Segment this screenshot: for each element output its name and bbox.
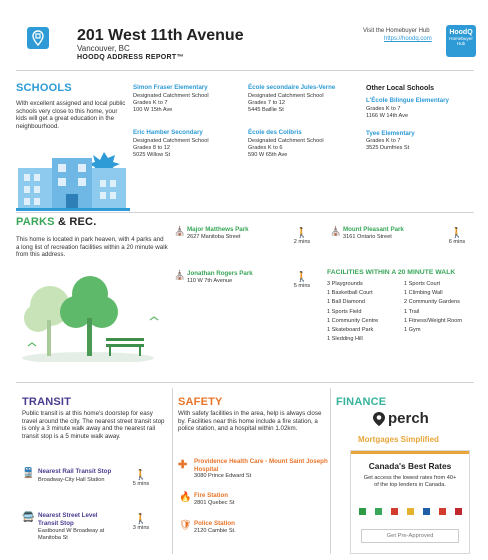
rates-text: Get access the lowest rates from 40+ of the top lenders in Canada. [363,475,457,489]
transit-title: Nearest Rail Transit Stop [38,468,112,475]
facility-item: 1 Climbing Wall [404,290,443,297]
school-name: Simon Fraser Elementary [133,84,208,91]
walk-time-label: 2 mins [293,239,311,245]
walk-time [126,514,156,532]
school-address: 100 W 15th Ave [133,106,173,113]
school-address: 1166 W 14th Ave [366,112,409,119]
facility-item: 1 Trail [404,308,420,315]
lender-logo-icon [439,508,446,515]
lender-logo-icon [375,508,382,515]
facility-item: 1 Gym [404,327,421,334]
safety-title: Police Station [194,520,235,527]
walking-person-icon: 🚶 [295,272,309,283]
other-schools-heading: Other Local Schools [366,85,435,92]
fire-icon: 🔥 [179,492,192,503]
parks-heading-b: & REC. [57,216,97,228]
facility-item: 1 Sports Court [404,281,441,287]
safety-address: 2120 Cambie St. [194,527,236,534]
school-address: 3525 Dumfries St [366,145,410,152]
facility-item: 1 Sledding Hill [327,336,363,343]
school-type: Designated Catchment School [248,92,324,99]
lender-logo-icon [391,508,398,515]
walking-person-icon: 🚶 [134,470,148,481]
perch-logo[interactable] [372,410,452,428]
park-illustration [20,270,170,362]
safety-heading: SAFETY [178,396,223,408]
park-name: Jonathan Rogers Park [187,270,253,277]
parks-intro: This home is located in park heaven, with 4 parks and a long list of recreation facilities within a 20 minute walk from this address. [16,236,168,259]
divider [172,388,173,554]
safety-address: 2801 Quebec St [194,499,235,506]
park-address: 2627 Manitoba Street [187,233,241,240]
divider [16,212,474,213]
park-bench-icon: ⛪ [174,270,186,280]
facilities-right [404,280,484,335]
park-address: 110 W 7th Avenue [187,277,233,284]
school-card[interactable] [248,129,360,159]
school-name: Eric Hamber Secondary [133,129,203,136]
safety-title: Providence Health Care - Mount Saint Joseph Hospital [194,458,328,473]
facility-item: 1 Ball Diamond [327,299,365,306]
school-address: 5025 Willow St [133,151,170,158]
facilities-left [327,280,402,344]
walk-time-label: 3 mins [132,525,150,531]
hoodq-badge[interactable] [446,25,476,57]
facility-item: 1 Fitness/Weight Room [404,317,463,324]
facility-item: 1 Sports Field [327,308,362,315]
facility-item: 1 Skateboard Park [327,327,374,334]
parks-heading-a: PARKS [16,216,55,228]
other-schools [366,84,478,152]
divider [330,388,331,554]
school-grades: Grades K to 7 [366,105,401,112]
school-grades: Grades 8 to 12 [133,144,171,151]
location-pin-icon [27,27,49,49]
facility-item: 1 Community Centre [327,317,379,324]
park-bench-icon: ⛪ [330,226,342,236]
school-type: Designated Catchment School [133,137,209,144]
transit-detail: Broadway-City Hall Station [38,476,105,483]
page-title: 201 West 11th Avenue [77,27,244,44]
safety-title: Fire Station [194,492,229,499]
finance-heading: FINANCE [336,396,387,408]
safety-card[interactable] [178,458,328,480]
walk-time [442,228,472,246]
safety-card[interactable] [178,520,328,535]
visit-label: Visit the Homebuyer Hub [363,28,430,34]
school-card[interactable] [366,130,478,153]
card-accent [351,451,469,454]
school-card[interactable] [133,129,243,159]
rates-card [350,450,470,554]
badge-name: HoodQ [449,29,473,36]
school-address: 590 W 65th Ave [248,151,288,158]
transit-card[interactable] [22,468,168,487]
lender-logo-icon [455,508,462,515]
lender-logo-icon [407,508,414,515]
facilities-heading: FACILITIES WITHIN A 20 MINUTE WALK [327,269,456,276]
lender-logo-icon [359,508,366,515]
walking-person-icon: 🚶 [295,228,309,239]
lender-logos [359,507,463,517]
facility-item: 3 Playgrounds [327,281,363,287]
train-icon: 🚆 [22,468,35,479]
bus-icon: 🚍 [22,512,35,523]
school-grades: Grades K to 7 [133,99,168,106]
divider [16,70,474,71]
park-card[interactable] [174,226,292,241]
city-label: Vancouver, BC [77,44,130,53]
school-grades: Grades K to 7 [366,138,401,145]
facility-item: 2 Community Gardens [404,299,460,306]
rates-title: Canada's Best Rates [368,461,452,471]
transit-card[interactable] [22,512,168,542]
perch-brand: perch [388,410,429,427]
transit-title: Nearest Street Level Transit Stop [38,512,98,527]
schools-intro: With excellent assigned and local public schools very close to this home, your kids will get a great education in the neighbourhood. [16,100,126,130]
school-card[interactable] [366,97,478,120]
facility-item: 1 Basketball Court [327,290,373,297]
parks-heading [16,216,96,228]
park-address: 3161 Ontario Street [343,233,392,240]
school-building-illustration [16,150,134,212]
walking-person-icon: 🚶 [134,514,148,525]
safety-address: 3080 Prince Edward St [194,473,252,480]
schools-heading: SCHOOLS [16,82,72,94]
walk-time-label: 5 mins [293,283,311,289]
badge-sub: Homebuyer Hub [449,36,473,47]
school-name: L'École Bilingue Elementary [366,97,449,104]
police-badge-icon: 🛡 [179,520,192,531]
get-pre-approved-button[interactable]: Get Pre-Approved [361,529,459,543]
divider [16,382,474,383]
school-name: École des Colibris [248,129,302,136]
walk-time [126,470,156,488]
walk-time-label: 6 mins [448,239,466,245]
transit-intro: Public transit is at this home's doorstep for easy travel around the city. The nearest street transit stop is only a 3 minute walk away and the nearest rail transit stop is a 5 minute walk away. [22,410,165,440]
transit-heading: TRANSIT [22,396,72,408]
school-name: Tyee Elementary [366,129,415,137]
transit-detail: Eastbound W Broadway at Manitoba St [38,528,105,542]
school-address: 5445 Baillie St [248,106,284,113]
walking-person-icon: 🚶 [450,228,464,239]
school-name: École secondaire Jules-Verne [248,84,336,91]
school-card[interactable] [248,84,360,114]
school-card[interactable] [133,84,243,114]
school-grades: Grades 7 to 12 [248,99,286,106]
school-grades: Grades K to 6 [248,144,283,151]
safety-intro: With safety facilities in the area, help is always close by. Facilities near this home include a fire station, a police station, and a hospital within 1.02km. [178,410,322,433]
perch-pin-icon [372,411,386,427]
finance-tagline: Mortgages Simplified [358,435,439,444]
report-label: HOODQ ADDRESS REPORT™ [77,54,184,61]
walk-time-label: 5 mins [132,481,150,487]
park-name: Mount Pleasant Park [343,226,404,233]
park-card[interactable] [174,270,292,285]
visit-link[interactable]: https://hoodq.com [384,36,432,42]
school-type: Designated Catchment School [248,137,324,144]
lender-logo-icon [423,508,430,515]
park-name: Major Matthews Park [187,226,249,233]
hospital-icon: ✚ [178,459,188,471]
park-bench-icon: ⛪ [174,226,186,236]
park-card[interactable] [330,226,448,241]
safety-card[interactable] [178,492,328,507]
walk-time [287,228,317,246]
school-type: Designated Catchment School [133,92,209,99]
walk-time [287,272,317,290]
